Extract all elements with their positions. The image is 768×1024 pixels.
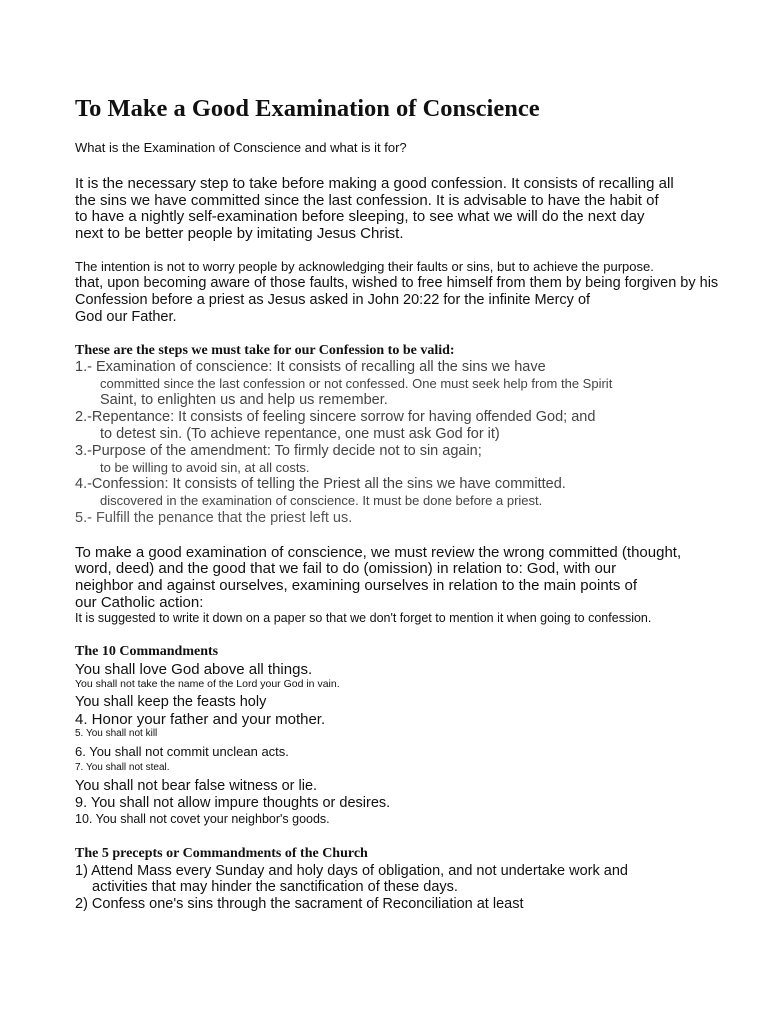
precepts-heading: The 5 precepts or Commandments of the Church [75, 846, 368, 861]
paragraph-line: Confession before a priest as Jesus asked in John 20:22 for the infinite Mercy of [75, 292, 591, 308]
list-item: You shall love God above all things. [75, 661, 313, 678]
paragraph-line: word, deed) and the good that we fail to do (omission) in relation to: God, with our [75, 560, 617, 577]
list-item: You shall keep the feasts holy [75, 694, 267, 710]
list-item: 5. You shall not kill [75, 728, 158, 739]
paragraph-note: It is suggested to write it down on a paper so that we don't forget to mention it when going to confession. [75, 611, 652, 625]
list-item: 1.- Examination of conscience: It consists of recalling all the sins we have [75, 359, 546, 375]
list-item-continuation: activities that may hinder the sanctification of these days. [92, 879, 458, 895]
list-item: 4.-Confession: It consists of telling the Priest all the sins we have committed. [75, 476, 566, 492]
paragraph-line: that, upon becoming aware of those faults, wished to free himself from them by being forgiven by his [75, 275, 719, 291]
list-item: 9. You shall not allow impure thoughts or desires. [75, 795, 391, 811]
list-item: 7. You shall not steal. [75, 762, 170, 773]
paragraph-line: next to be better people by imitating Jesus Christ. [75, 225, 404, 242]
list-item: 1) Attend Mass every Sunday and holy days of obligation, and not undertake work and [75, 863, 628, 879]
commandments-heading: The 10 Commandments [75, 644, 219, 659]
paragraph-line: To make a good examination of conscience, we must review the wrong committed (thought, [75, 544, 682, 561]
list-item-continuation: to be willing to avoid sin, at all costs. [100, 460, 310, 475]
intro-question: What is the Examination of Conscience and what is it for? [75, 140, 407, 155]
paragraph-line: our Catholic action: [75, 594, 204, 611]
page-title: To Make a Good Examination of Conscience [75, 95, 540, 122]
list-item: 10. You shall not covet your neighbor's goods. [75, 812, 330, 826]
paragraph-line: It is the necessary step to take before making a good confession. It consists of recalling all [75, 175, 674, 192]
list-item: 5.- Fulfill the penance that the priest left us. [75, 510, 353, 526]
steps-heading: These are the steps we must take for our Confession to be valid: [75, 343, 455, 358]
list-item: You shall not take the name of the Lord your God in vain. [75, 678, 340, 690]
list-item: 2.-Repentance: It consists of feeling sincere sorrow for having offended God; and [75, 409, 596, 425]
list-item: 3.-Purpose of the amendment: To firmly decide not to sin again; [75, 443, 482, 459]
list-item: 2) Confess one's sins through the sacrament of Reconciliation at least [75, 896, 524, 912]
list-item-continuation: Saint, to enlighten us and help us remember. [100, 392, 388, 408]
paragraph-line: neighbor and against ourselves, examining ourselves in relation to the main points of [75, 577, 638, 594]
list-item: 4. Honor your father and your mother. [75, 711, 326, 728]
paragraph-line: The intention is not to worry people by acknowledging their faults or sins, but to achieve the purpose. [75, 259, 654, 274]
list-item: You shall not bear false witness or lie. [75, 778, 318, 794]
paragraph-line: the sins we have committed since the last confession. It is advisable to have the habit of [75, 192, 659, 209]
list-item: 6. You shall not commit unclean acts. [75, 744, 289, 759]
paragraph-line: to have a nightly self-examination before sleeping, to see what we will do the next day [75, 208, 645, 225]
list-item-continuation: discovered in the examination of conscience. It must be done before a priest. [100, 493, 543, 508]
list-item-continuation: to detest sin. (To achieve repentance, one must ask God for it) [100, 426, 500, 442]
list-item-continuation: committed since the last confession or not confessed. One must seek help from the Spirit [100, 376, 613, 391]
paragraph-line: God our Father. [75, 309, 177, 325]
